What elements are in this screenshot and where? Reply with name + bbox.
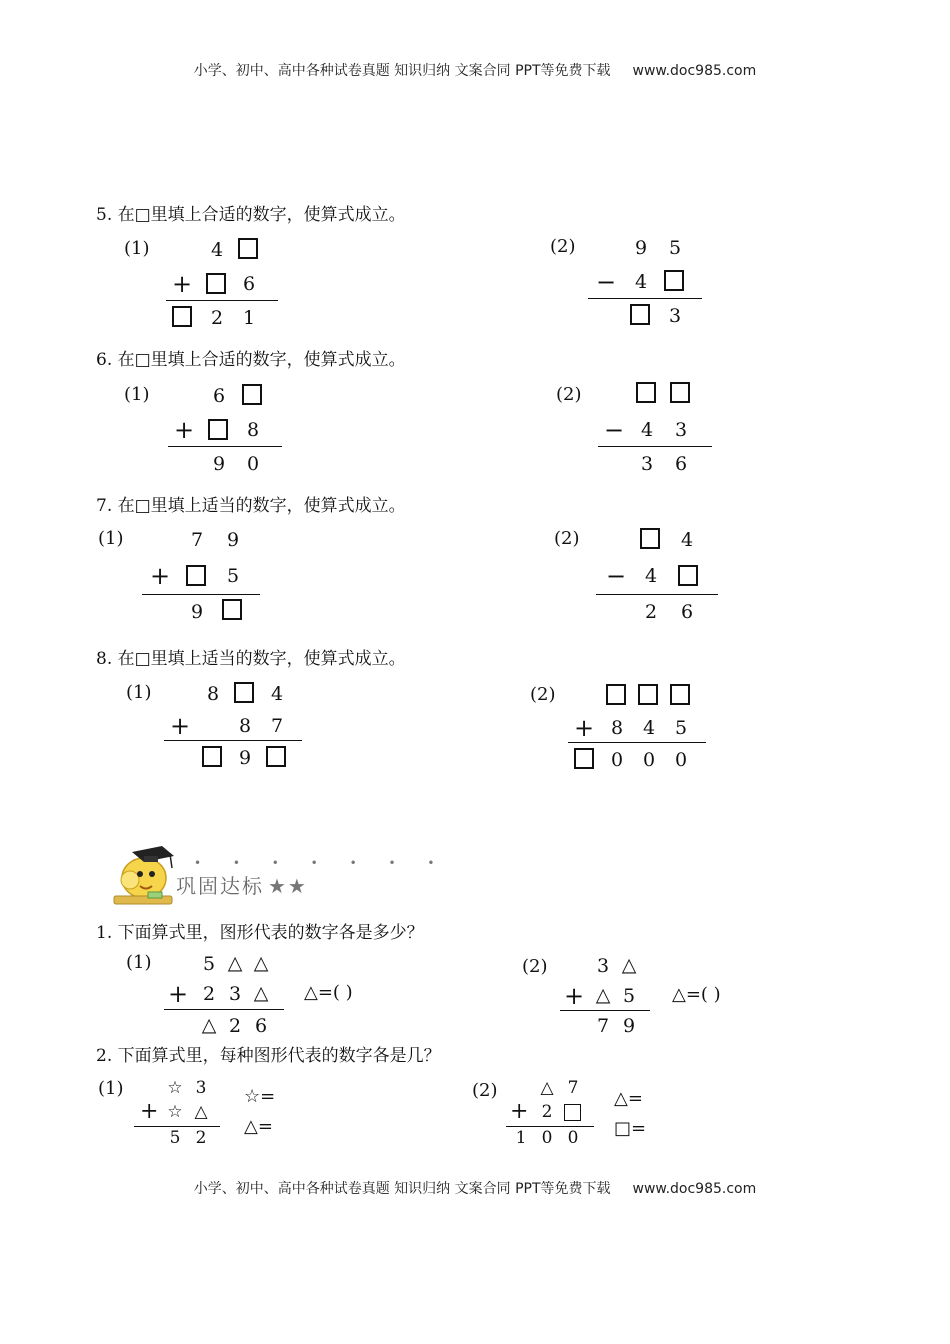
- sum-line: [166, 300, 278, 301]
- sum-line: [168, 446, 282, 447]
- minus-sign: −: [604, 416, 625, 444]
- digit: 2: [202, 983, 216, 1005]
- question-6: 6. 在□里填上合适的数字，使算式成立。: [96, 350, 406, 370]
- digit: 1: [242, 307, 256, 329]
- label: (2): [554, 528, 580, 549]
- triangle-icon: △: [253, 952, 269, 974]
- digit: 8: [238, 715, 252, 737]
- footer-text: 小学、初中、高中各种试卷真题 知识归纳 文案合同 PPT等免费下载: [193, 1181, 611, 1197]
- minus-sign: −: [596, 268, 617, 296]
- digit: 2: [541, 1102, 553, 1122]
- triangle-icon: △: [201, 1014, 217, 1036]
- digit: 9: [622, 1015, 636, 1037]
- digit: 4: [640, 419, 654, 441]
- digit: 9: [226, 529, 240, 551]
- digit: 2: [210, 307, 224, 329]
- label: (1): [98, 528, 124, 549]
- question-8: 8. 在□里填上适当的数字，使算式成立。: [96, 649, 406, 669]
- triangle-icon: △: [595, 984, 611, 1006]
- star-icon: ☆: [167, 1102, 183, 1122]
- answer-box[interactable]: [664, 270, 684, 291]
- label: (2): [556, 384, 582, 405]
- label: (2): [522, 956, 548, 977]
- digit: 0: [541, 1128, 553, 1148]
- sum-line: [142, 594, 260, 595]
- digit: 2: [195, 1128, 207, 1148]
- digit: 5: [202, 953, 216, 975]
- star-answer[interactable]: ☆=: [244, 1086, 276, 1107]
- mascot-icon: [108, 838, 178, 908]
- footer-site: www.doc985.com: [632, 1181, 757, 1197]
- difference-line: [596, 594, 718, 595]
- answer-box[interactable]: [242, 384, 262, 405]
- triangle-answer[interactable]: △=: [614, 1088, 643, 1109]
- digit: 8: [610, 717, 624, 739]
- sum-line: [164, 740, 302, 741]
- label: (1): [126, 952, 152, 973]
- plus-sign: +: [174, 416, 195, 444]
- sum-line: [568, 742, 706, 743]
- digit: 9: [238, 747, 252, 769]
- answer-box[interactable]: [564, 1104, 581, 1121]
- plus-sign: +: [510, 1099, 529, 1124]
- triangle-icon: △: [194, 1102, 208, 1122]
- answer-box[interactable]: [222, 599, 242, 620]
- answer-box[interactable]: [238, 238, 258, 259]
- label: (2): [550, 236, 576, 257]
- answer-box[interactable]: [638, 684, 658, 705]
- digit: 4: [680, 529, 694, 551]
- digit: 1: [515, 1128, 527, 1148]
- digit: 5: [226, 565, 240, 587]
- answer-box[interactable]: [208, 419, 228, 440]
- plus-sign: +: [172, 270, 193, 298]
- digit: 2: [228, 1015, 242, 1037]
- answer-box[interactable]: [574, 748, 594, 769]
- digit: 4: [644, 565, 658, 587]
- review-1: 1. 下面算式里，图形代表的数字各是多少？: [96, 923, 424, 943]
- digit: 7: [596, 1015, 610, 1037]
- digit: 7: [567, 1078, 579, 1098]
- digit: 5: [169, 1128, 181, 1148]
- section-title-text: 巩固达标: [176, 874, 264, 898]
- answer-box[interactable]: [670, 684, 690, 705]
- digit: 9: [212, 453, 226, 475]
- question-5: 5. 在□里填上合适的数字，使算式成立。: [96, 205, 406, 225]
- digit: 2: [644, 601, 658, 623]
- answer-box[interactable]: [234, 682, 254, 703]
- page-footer: [0, 1178, 950, 1198]
- digit: 3: [640, 453, 654, 475]
- sum-line: [164, 1009, 284, 1010]
- label: (1): [124, 238, 150, 259]
- digit: 6: [674, 453, 688, 475]
- triangle-answer[interactable]: △=: [244, 1116, 273, 1137]
- answer-box[interactable]: [186, 565, 206, 586]
- answer-box[interactable]: [640, 528, 660, 549]
- header-site: www.doc985.com: [632, 63, 757, 79]
- star-icon: ☆: [167, 1078, 183, 1098]
- answer-box[interactable]: [202, 746, 222, 767]
- label: (2): [530, 684, 556, 705]
- digit: 5: [674, 717, 688, 739]
- digit: 6: [680, 601, 694, 623]
- triangle-icon: △: [227, 952, 243, 974]
- digit: 0: [567, 1128, 579, 1148]
- triangle-icon: △: [540, 1078, 554, 1098]
- digit: 3: [596, 955, 610, 977]
- digit: 7: [270, 715, 284, 737]
- answer-box[interactable]: [670, 382, 690, 403]
- digit: 3: [674, 419, 688, 441]
- digit: 4: [270, 683, 284, 705]
- digit: 0: [610, 749, 624, 771]
- digit: 3: [195, 1078, 207, 1098]
- answer-box[interactable]: [606, 684, 626, 705]
- answer-box[interactable]: [206, 273, 226, 294]
- triangle-icon: △: [253, 982, 269, 1004]
- digit: 0: [642, 749, 656, 771]
- page-header: [0, 60, 950, 80]
- digit: 4: [642, 717, 656, 739]
- digit: 0: [246, 453, 260, 475]
- digit: 5: [668, 237, 682, 259]
- answer-box[interactable]: [630, 304, 650, 325]
- decorative-dots: • • • • • • •: [194, 856, 449, 870]
- digit: 9: [634, 237, 648, 259]
- plus-sign: +: [168, 980, 189, 1008]
- star-rating-icon: ★★: [268, 874, 308, 898]
- plus-sign: +: [574, 714, 595, 742]
- sum-line: [560, 1010, 650, 1011]
- section-title: [176, 870, 308, 899]
- answer-blank[interactable]: △=( ): [304, 982, 353, 1003]
- digit: 0: [674, 749, 688, 771]
- answer-blank[interactable]: △=( ): [672, 984, 721, 1005]
- plus-sign: +: [170, 712, 191, 740]
- digit: 6: [212, 385, 226, 407]
- minus-sign: −: [606, 562, 627, 590]
- answer-box[interactable]: [678, 565, 698, 586]
- digit: 4: [210, 239, 224, 261]
- label: (1): [126, 682, 152, 703]
- digit: 4: [634, 271, 648, 293]
- digit: 6: [242, 273, 256, 295]
- digit: 8: [246, 419, 260, 441]
- label: (1): [98, 1078, 124, 1099]
- review-2: 2. 下面算式里，每种图形代表的数字各是几？: [96, 1046, 441, 1066]
- digit: 3: [668, 305, 682, 327]
- digit: 8: [206, 683, 220, 705]
- difference-line: [598, 446, 712, 447]
- answer-box[interactable]: [636, 382, 656, 403]
- triangle-icon: △: [621, 954, 637, 976]
- label: (1): [124, 384, 150, 405]
- label: (2): [472, 1080, 498, 1101]
- digit: 3: [228, 983, 242, 1005]
- answer-box[interactable]: [266, 746, 286, 767]
- header-text: 小学、初中、高中各种试卷真题 知识归纳 文案合同 PPT等免费下载: [193, 63, 611, 79]
- difference-line: [588, 298, 702, 299]
- question-7: 7. 在□里填上适当的数字，使算式成立。: [96, 496, 406, 516]
- digit: 9: [190, 601, 204, 623]
- digit: 6: [254, 1015, 268, 1037]
- plus-sign: +: [140, 1099, 159, 1124]
- digit: 5: [622, 985, 636, 1007]
- square-answer[interactable]: □=: [614, 1118, 647, 1139]
- answer-box[interactable]: [172, 306, 192, 327]
- plus-sign: +: [150, 562, 171, 590]
- digit: 7: [190, 529, 204, 551]
- section-banner: [108, 838, 449, 908]
- plus-sign: +: [564, 982, 585, 1010]
